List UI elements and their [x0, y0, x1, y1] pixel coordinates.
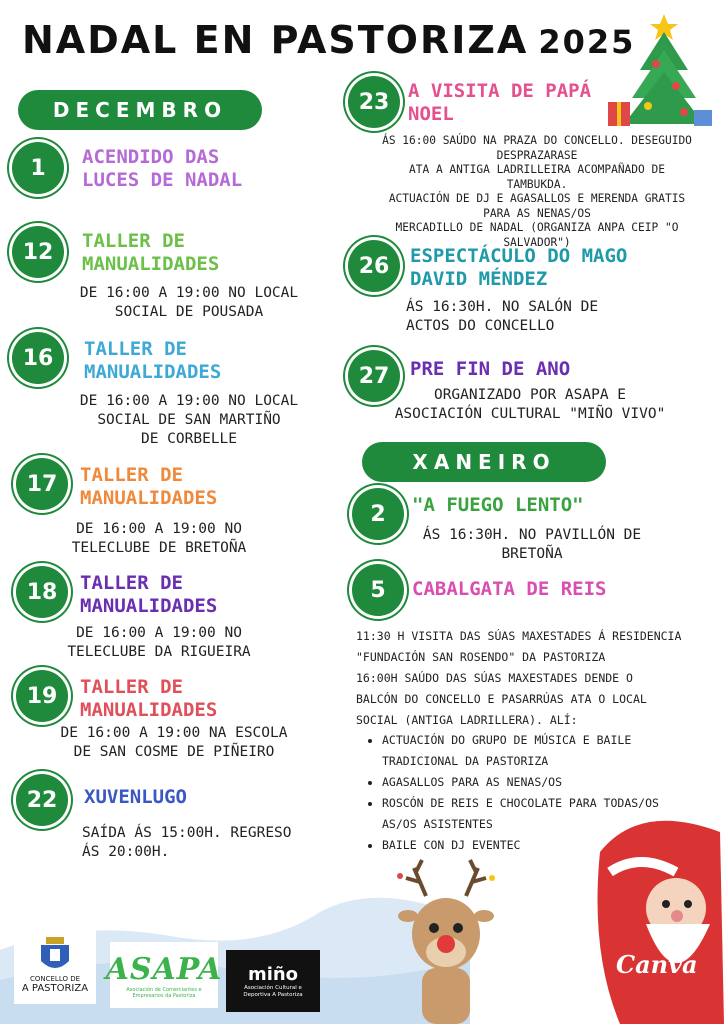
canva-watermark: Canva — [616, 950, 698, 979]
santa-icon — [580, 812, 724, 1024]
date-badge: 26 — [348, 240, 400, 292]
event-title: ACENDIDO DAS LUCES DE NADAL — [82, 146, 243, 191]
event-description: ÁS 16:00 SAÚDO NA PRAZA DO CONCELLO. DESEGUIDO DESPRAZARASE ATA A ANTIGA LADRILLEIRA ACOMPAÑADO DE TAMBUKDA. ACTUACIÓN DE DJ E AGASALLOS E MERENDA GRATIS PARA AS NENAS/OS MERCADILLO DE NADAL (ORGANIZA ANPA CEIP "O SALVADOR") — [382, 134, 692, 249]
title-text: NADAL EN PASTORIZA — [22, 18, 529, 62]
event-title: TALLER DE MANUALIDADES — [80, 572, 218, 617]
event-title: TALLER DE MANUALIDADES — [80, 676, 218, 721]
date-badge: 1 — [12, 142, 64, 194]
concello-logo: CONCELLO DE A PASTORIZA — [14, 924, 96, 1004]
asapa-logo: ASAPA Asociación de Comerciantes e Empresarios da Pastoriza — [110, 942, 218, 1008]
list-item: • ROSCÓN DE REIS E CHOCOLATE PARA TODAS/OS AS/OS ASISTENTES — [382, 793, 724, 835]
event-description: 11:30 H VISITA DAS SÚAS MAXESTADES Á RESIDENCIA "FUNDACIÓN SAN ROSENDO" DA PASTORIZA 16:00H SAÚDO DAS SÚAS MAXESTADES DENDE O BALCÓN DO CONCELLO E PASARRÚAS ATA O LOCAL SOCIAL (ANTIGA LADRILLERA). ALÍ: — [356, 629, 682, 727]
date-badge: 16 — [12, 332, 64, 384]
event-description: SAÍDA ÁS 15:00H. REGRESO ÁS 20:00H. — [82, 825, 292, 860]
date-badge: 17 — [16, 458, 68, 510]
list-item: • ACTUACIÓN DO GRUPO DE MÚSICA E BAILE TRADICIONAL DA PASTORIZA — [382, 730, 724, 772]
section-label: DECEMBRO — [52, 98, 228, 122]
reindeer-icon — [386, 856, 506, 1024]
event-title: TALLER DE MANUALIDADES — [84, 338, 222, 383]
date-badge: 18 — [16, 566, 68, 618]
event-description: DE 16:00 A 19:00 NO TELECLUBE DE BRETOÑA — [71, 521, 247, 556]
coat-of-arms-icon — [38, 935, 72, 975]
section-pill-december — [18, 90, 262, 130]
event-description: DE 16:00 A 19:00 NO TELECLUBE DA RIGUEIRA — [67, 625, 251, 660]
event-title: PRE FIN DE ANO — [410, 358, 571, 380]
event-description: ORGANIZADO POR ASAPA E ASOCIACIÓN CULTURAL "MIÑO VIVO" — [394, 387, 666, 422]
list-item: • AGASALLOS PARA AS NENAS/OS — [382, 772, 724, 793]
event-title: TALLER DE MANUALIDADES — [82, 230, 220, 275]
poster-title — [22, 18, 636, 62]
date-badge: 5 — [352, 564, 404, 616]
event-description: ÁS 16:30H. NO SALÓN DE ACTOS DO CONCELLO — [406, 299, 599, 334]
date-badge: 12 — [12, 226, 64, 278]
event-title: A VISITA DE PAPÁ NOEL — [408, 80, 592, 125]
section-pill-january — [362, 442, 606, 482]
list-item: • BAILE CON DJ EVENTEC — [382, 835, 724, 856]
mino-logo: miño Asociación Cultural e Deportiva A Pastoriza — [226, 950, 320, 1012]
title-year: 2025 — [538, 23, 636, 61]
event-title: TALLER DE MANUALIDADES — [80, 464, 218, 509]
event-description: DE 16:00 A 19:00 NO LOCAL SOCIAL DE SAN MARTIÑO DE CORBELLE — [79, 393, 299, 447]
date-badge: 2 — [352, 488, 404, 540]
event-title: XUVENLUGO — [84, 786, 187, 808]
event-description: DE 16:00 A 19:00 NA ESCOLA DE SAN COSME DE PIÑEIRO — [60, 725, 288, 760]
date-badge: 27 — [348, 350, 400, 402]
date-badge: 22 — [16, 774, 68, 826]
event-description: ÁS 16:30H. NO PAVILLÓN DE BRETOÑA — [422, 527, 642, 562]
date-badge: 19 — [16, 670, 68, 722]
event-description: DE 16:00 A 19:00 NO LOCAL SOCIAL DE POUSADA — [79, 285, 299, 320]
christmas-tree-icon — [604, 6, 716, 130]
event-title: CABALGATA DE REIS — [412, 578, 607, 600]
event-title: ESPECTÁCULO DO MAGO DAVID MÉNDEZ — [410, 245, 628, 290]
date-badge: 23 — [348, 76, 400, 128]
event-title: "A FUEGO LENTO" — [412, 494, 584, 516]
section-label: XANEIRO — [412, 450, 556, 474]
